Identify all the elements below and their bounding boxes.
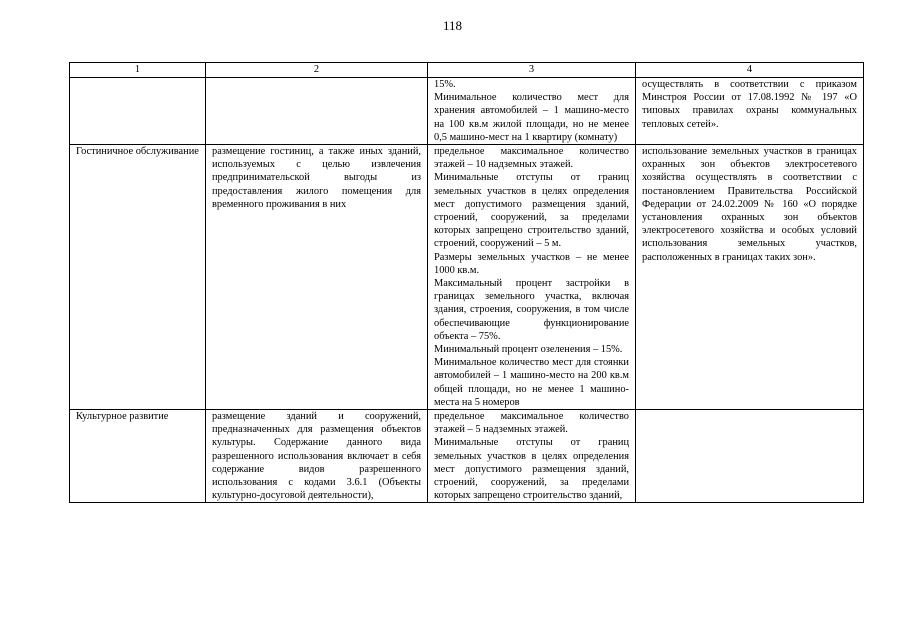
- parameter-paragraph: предельное максимальное количество этажей – 10 надземных этажей.: [434, 146, 629, 171]
- regulations-table: [69, 62, 864, 503]
- table-row: [70, 78, 864, 145]
- parameters-clip: [434, 410, 629, 502]
- parameter-paragraph: Минимальный процент озеленения – 15%.: [434, 344, 623, 356]
- column-header: 2: [206, 63, 428, 78]
- parameters-cell: [428, 78, 636, 145]
- parameters-cell: [428, 145, 636, 410]
- restrictions-cell: [636, 410, 864, 503]
- parameter-paragraph: Минимальное количество мест для хранения автомобилей – 1 машино-место на 100 кв.м жилой площади, но не менее 0,5 машино-мест на 1 квартиру (комнату): [434, 92, 629, 143]
- use-description-cell: размещение гостиниц, а также иных зданий, используемых с целью извлечения предпринимательской выгоды из предоставления жилого помещения для временного проживания в них: [206, 145, 428, 410]
- parameter-paragraph: 15%.: [434, 79, 456, 90]
- column-header: 4: [636, 63, 864, 78]
- use-description-text: размещение зданий и сооружений, предназначенных для размещения объектов культуры. Содержание данного вида разрешенного использования включает в себя содержание видов разрешенного использования с кодами 3.6.1 (Объекты культурно-досуговой деятельности),: [212, 411, 421, 502]
- use-type-cell: [70, 410, 206, 503]
- use-type-text: Культурное развитие: [76, 411, 169, 423]
- use-type-cell: [70, 78, 206, 145]
- parameters-cell: [428, 410, 636, 503]
- use-description-cell: [206, 78, 428, 145]
- parameter-paragraph: предельное максимальное количество этажей – 5 надземных этажей.: [434, 411, 629, 436]
- parameter-paragraph: Минимальные отступы от границ земельных участков в целях определения мест допустимого размещения зданий, строений, сооружений, за пределами которых запрещено строительство зданий, строений, сооружений – 5 м.: [434, 172, 629, 250]
- restriction-paragraph: использование земельных участков в границах охранных зон объектов электросетевого хозяйства осуществлять в соответствии с постановлением Правительства Российской Федерации от 24.02.2009 № 160 «О порядке установления охранных зон объектов электросетевого хозяйства и особых условий использования земельных участков, расположенных в границах таких зон».: [642, 146, 857, 263]
- table-row: [70, 145, 864, 410]
- parameter-paragraph: Минимальное количество мест для стоянки автомобилей – 1 машино-место на 200 кв.м общей площади, но не менее 1 машино-места на 5 номеров: [434, 357, 629, 408]
- page-number: 118: [442, 18, 463, 33]
- use-description-cell: [206, 410, 428, 503]
- table-row: [70, 410, 864, 503]
- column-header: 3: [428, 63, 636, 78]
- restriction-paragraph: осуществлять в соответствии с приказом Минстроя России от 17.08.1992 № 197 «О типовых правилах охраны коммунальных тепловых сетей».: [642, 79, 857, 130]
- parameter-paragraph: Размеры земельных участков – не менее 1000 кв.м.: [434, 251, 629, 276]
- parameter-paragraph: Максимальный процент застройки в границах земельного участка, включая здания, строения, сооружения, в том числе обеспечивающие функционирование объекта – 75%.: [434, 278, 629, 342]
- table-header-row: [70, 63, 864, 78]
- restrictions-cell: [636, 145, 864, 410]
- use-type-cell: Гостиничное обслуживание: [70, 145, 206, 410]
- parameter-paragraph: Минимальные отступы от границ земельных участков в целях определения мест допустимого размещения зданий, строений, сооружений, за пределами которых запрещено строительство зданий,: [434, 437, 629, 502]
- restrictions-cell: [636, 78, 864, 145]
- column-header: 1: [70, 63, 206, 78]
